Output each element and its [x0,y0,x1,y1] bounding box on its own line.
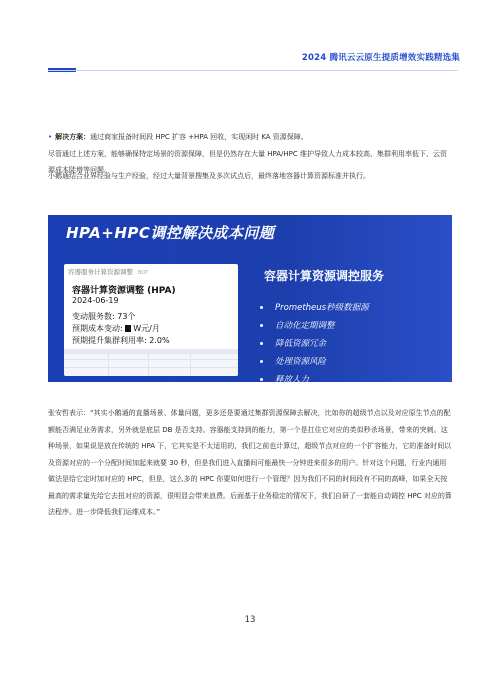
header-rule [48,70,458,71]
redacted-mark [125,325,131,332]
bullet-dot-icon [260,324,263,327]
bullet-icon: • [48,133,53,141]
card-cost-unit: W元/月 [133,324,160,333]
service-title: 容器计算资源调控服务 [264,269,385,283]
service-item: 降低资源冗余 [260,335,369,353]
mini-table-row [64,359,238,360]
bot-tag: BOT [138,270,149,276]
service-list [260,299,369,382]
service-item: Prometheus秒级数据源 [260,299,369,317]
service-item: 释放人力 [260,371,369,382]
page-number: 13 [244,615,256,625]
figure-title: HPA+HPC调控解决成本问题 [66,224,275,242]
mini-table-col [190,349,191,376]
mini-table-col [148,349,149,376]
bullet-dot-icon [260,378,263,381]
bullet-dot-icon [260,306,263,309]
mini-table-row [64,367,238,368]
card-line-cost: 预期成本变动: W元/月 [72,324,160,333]
quote-paragraph: 张安哲表示：“其实小鹅通的直播场景、体量问题，更多还是要通过集群资源保障去解决，比如你的超级节点以及对应原生节点的配额能否满足业务需求，另外就是底层 DB 是否支持。容器能支持到的能力，第一个是扛住它对应的类似秒杀场景，带来的突刺。这种场景，如果说是放在传统的 HPA 下，它其实是不太适用的，我们之前也计算过，超级节点对应的一个扩容能力，它的准备时间以及资源对应的一个分配时间加起来就要 30 秒，但是我们进入直播间可能最快一分钟进来很多的用户。针对这个问题，行业内通用做法是给它定时加对应的 HPC，但是，这么多的 HPC 你要如何进行一个管理？因为我们不同的时间段有不同的高峰，如果全天按最高的需求量先给它去扭对应的资源，很明显会带来浪费。后面基于业务稳定的情况下，我们自研了一套能自动调控 HPC 对应的算法程序。进一步降低我们运维成本。” [48,409,452,516]
mini-table-header [64,349,238,354]
bullet-dot-icon [260,342,263,345]
bullet-dot-icon [260,360,263,363]
card-line-services: 变动服务数: 73个 [72,312,136,321]
mini-table-col [108,349,109,376]
solution-text: 通过商家报备时间段 HPC 扩容 +HPA 回收，实现闲时 KA 资源保障。 [90,133,308,141]
service-item: 自动化定期调整 [260,317,369,335]
solution-figure [48,215,452,382]
card-line-utilization: 预期提升集群利用率: 2.0% [72,336,170,345]
report-card [64,264,238,376]
card-top-label: 容器服务计算资源调整 BOT [68,268,149,276]
service-item: 处理资源风险 [260,353,369,371]
header-title: 2024 腾讯云云原生提质增效实践精选集 [301,53,460,63]
intro-paragraph: 小鹅通结合业界经验与生产经验，经过大量背景搜集及多次试点后，最终落地容器计算资源标准并执行。 [48,172,370,180]
solution-label: 解决方案： [55,133,91,141]
solution-followup: 尽管通过上述方案，能够确保特定场景的资源保障，但是仍然存在大量 HPA/HPC 维护导致人力成本较高、集群利用率低下、云资源成本陡增等问题。 [48,149,448,174]
card-date: 2024-06-19 [72,296,119,305]
card-heading: 容器计算资源调整 (HPA) [72,286,176,296]
